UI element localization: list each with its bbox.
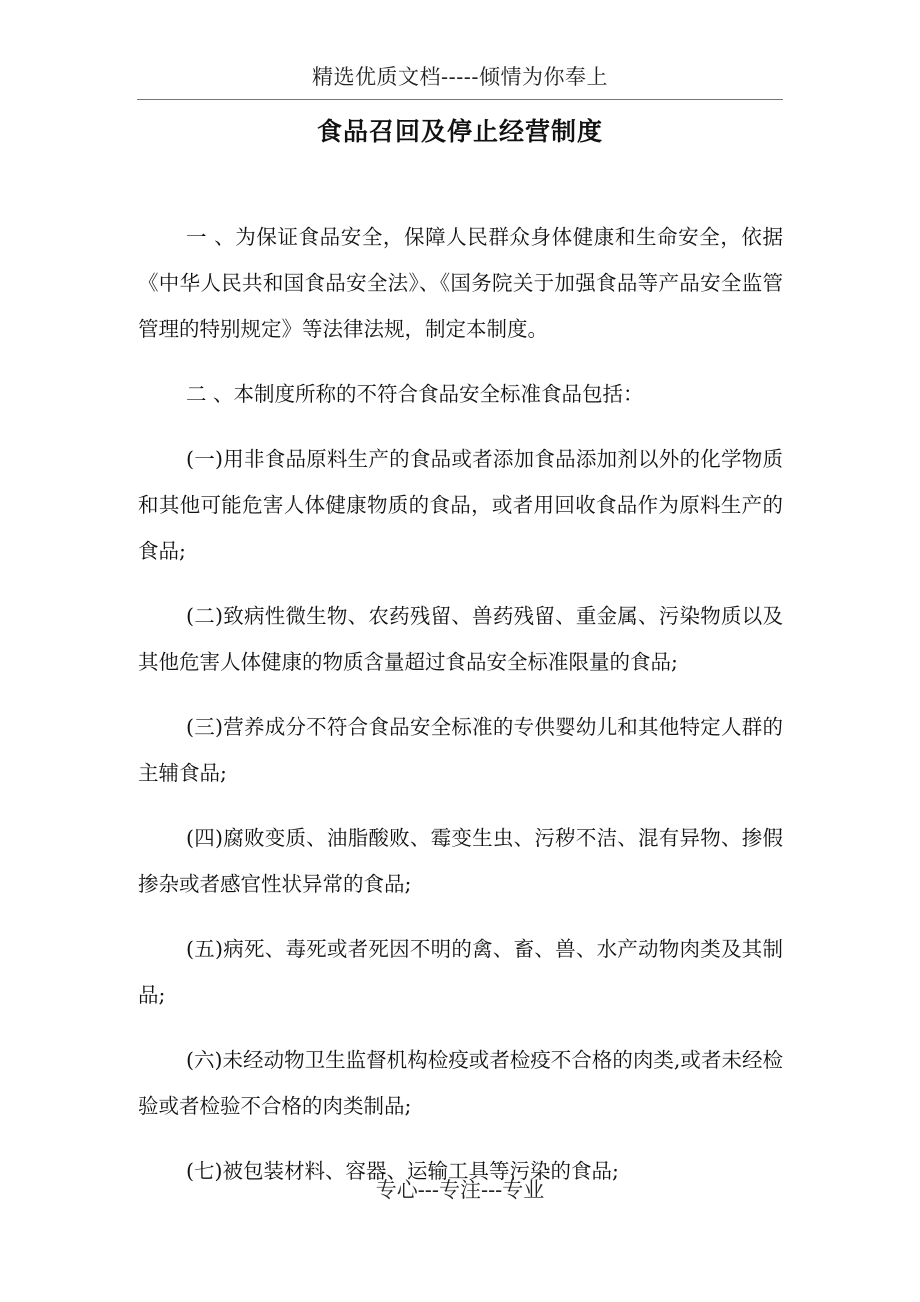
paragraph-2: 二 、本制度所称的不符合食品安全标准食品包括： — [186, 382, 644, 406]
document-body — [138, 214, 783, 1213]
paragraph-3: (一)用非食品原料生产的食品或者添加食品添加剂以外的化学物质和其他可能危害人体健康物质的食品，或者用回收食品作为原料生产的食品; — [138, 447, 783, 563]
paragraph-5: (三)营养成分不符合食品安全标准的专供婴幼儿和其他特定人群的主辅食品; — [138, 715, 783, 785]
page-header: 精选优质文档-----倾情为你奉上 — [312, 65, 608, 89]
page-footer: 专心---专注---专业 — [375, 1178, 545, 1202]
paragraph-6: (四)腐败变质、油脂酸败、霉变生虫、污秽不洁、混有异物、掺假掺杂或者感官性状异常的食品; — [138, 826, 783, 896]
document-title: 食品召回及停止经营制度 — [316, 117, 603, 146]
paragraph-4: (二)致病性微生物、农药残留、兽药残留、重金属、污染物质以及其他危害人体健康的物质含量超过食品安全标准限量的食品; — [138, 604, 783, 674]
paragraph-9: (七)被包装材料、容器、运输工具等污染的食品; — [186, 1159, 619, 1183]
paragraph-7: (五)病死、毒死或者死因不明的禽、畜、兽、水产动物肉类及其制品; — [138, 937, 783, 1007]
paragraph-1: 一 、为保证食品安全，保障人民群众身体健康和生命安全，依据《中华人民共和国食品安全法》、《国务院关于加强食品等产品安全监管管理的特别规定》等法律法规，制定本制度。 — [138, 225, 783, 341]
paragraph-8: (六)未经动物卫生监督机构检疫或者检疫不合格的肉类,或者未经检验或者检验不合格的肉类制品; — [138, 1048, 783, 1118]
header-divider — [137, 99, 783, 100]
